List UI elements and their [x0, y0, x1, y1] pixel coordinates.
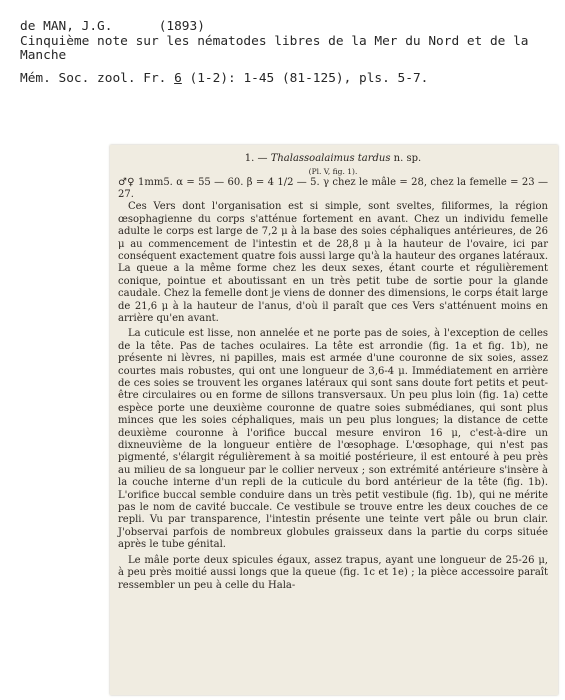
body-paragraph: Ces Vers dont l'organisation est si simple, sont sveltes, filiformes, la région œsophagienne du corps s'atténue fortement en avant. Chez un individu femelle adulte le corps est large de 7,2 μ à la base des soies céphaliques antérieures, de 26 μ au commencement de l'intestin et de 28,8 μ à la hauteur de l'ovaire, ici par conséquent exactement quatre fois aussi large qu'à la hauteur des organes latéraux. La queue a la même forme chez les deux sexes, étant courte et régulièrement conique, pointue et aboutissant en un très petit tube de sortie pour la glande caudale. Chez la femelle dont je viens de donner des dimensions, le corps était large de 21,6 μ à la hauteur de l'anus, d'où il paraît que ces Vers s'atténuent moins en arrière qu'en avant. [118, 201, 548, 324]
author-line [20, 20, 560, 35]
heading-number: 1. — [244, 153, 271, 164]
year: (1893) [158, 19, 205, 34]
heading-suffix: n. sp. [390, 153, 422, 164]
scanned-article-clipping [110, 145, 558, 695]
article-title: Cinquième note sur les nématodes libres de la Mer du Nord et de la Manche [20, 33, 537, 63]
journal-pages: (1-2): 1-45 (81-125), pls. 5-7. [181, 70, 429, 86]
journal-name: Mém. Soc. zool. Fr. [20, 70, 175, 86]
species-name: Thalassoalaimus tardus [270, 153, 391, 164]
journal-reference [20, 72, 560, 87]
species-heading [118, 153, 548, 166]
volume-number: 6 [174, 70, 182, 86]
measurements-paragraph: ♂♀ 1mm5. α = 55 — 60. β = 4 1/2 — 5. γ chez le mâle = 28, chez la femelle = 23 — 27. [118, 176, 548, 200]
author: de MAN, J.G. [20, 19, 113, 34]
plate-reference: (Pl. V, fig. 1). [308, 166, 358, 176]
cuticle-paragraph: La cuticule est lisse, non annelée et ne porte pas de soies, à l'exception de celles de la tête. Pas de taches oculaires. La tête est arrondie (fig. 1a et fig. 1b), ne présente ni lèvres, ni papilles, mais est armée d'une couronne de six soies, assez courtes mais robustes, qui ont une longueur de 3,6-4 μ. Immédiatement en arrière de ces soies se trouvent les organes latéraux qui sont sans doute fort petits et peut-être circulaires ou en forme de sillons transversaux. Un peu plus loin (fig. 1a) cette espèce porte une deuxième couronne de quatre soies submédianes, qui sont plus minces que les soies céphaliques, mais un peu plus longues; la distance de cette deuxième couronne à l'orifice buccal mesure environ 16 μ, c'est-à-dire un dixneuvième de la longueur entière de l'œsophage. L'œsophage, qui n'est pas pigmenté, s'élargit régulièrement à sa moitié postérieure, il est entouré à peu près au milieu de sa longueur par le collier nerveux ; son extrémité antérieure s'insère à la couche interne d'un repli de la cuticule du bord antérieur de la tête (fig. 1b). L'orifice buccal semble conduire dans un très petit vestibule (fig. 1b), qui ne mérite pas le nom de cavité buccale. Ce vestibule se trouve entre les deux couches de ce repli. Vu par transparence, l'intestin présente une teinte vert pâle ou brun clair. J'observai parfois de nombreux globules graisseux dans la partie du corps située après le tube génital. [118, 328, 548, 551]
male-paragraph: Le mâle porte deux spicules égaux, assez trapus, ayant une longueur de 25-26 μ, à peu près moitié aussi longs que la queue (fig. 1c et 1e) ; la pièce accessoire paraît ressembler un peu à celle du Hala- [118, 554, 548, 591]
citation-block [20, 20, 560, 86]
